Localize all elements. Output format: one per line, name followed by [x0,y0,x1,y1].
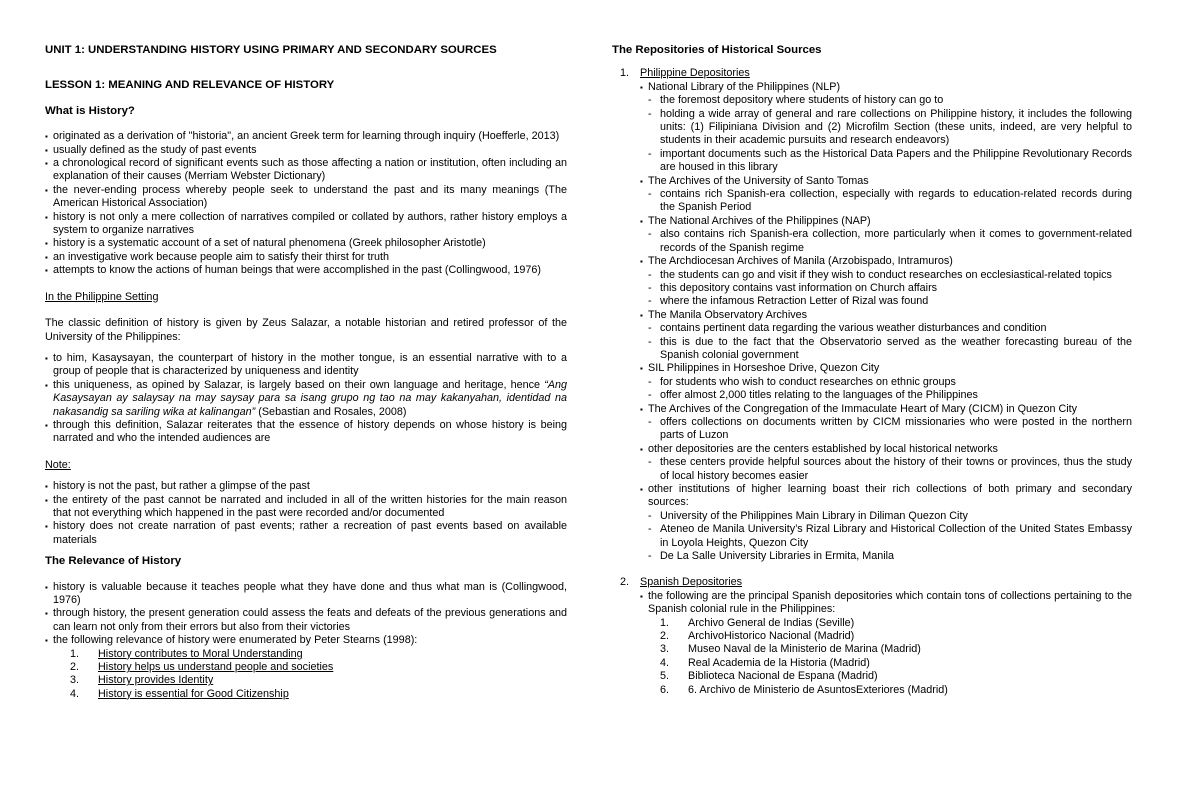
item-text: SIL Philippines in Horseshoe Drive, Quezon City [648,362,880,375]
item-text: History helps us understand people and societies [98,661,334,674]
unit-title: UNIT 1: UNDERSTANDING HISTORY USING PRIMARY AND SECONDARY SOURCES [45,44,497,56]
sub-list [648,416,1132,443]
sub-item: - De La Salle University Libraries in Ermita, Manila [648,550,1132,563]
sp-items [660,617,1132,697]
list-item [660,617,1132,630]
stearns-list [70,648,567,702]
item-number: 5. [660,670,670,683]
list-item [660,670,1132,683]
note-heading: Note: [45,458,71,471]
sub-item: - also contains rich Spanish-era collection, more particularly when it comes to government-related records of the Spanish regime [648,228,1132,255]
sub-item: - the foremost depository where students of history can go to [648,94,1132,107]
item-number: 6. [660,683,670,696]
list-item: ▪ the never-ending process whereby people seek to understand the past and its many meanings (The American Historical Association) [45,184,567,211]
ph-intro: The classic definition of history is given by Zeus Salazar, a notable historian and retired professor of the University of the Philippines: [45,317,567,343]
repositories-list [612,67,1132,697]
list-item: ▪ the entirety of the past cannot be narrated and included in all of the written histories for the main reason that not everything which happened in the past were recorded and/or documented [45,494,567,521]
sub-item: - University of the Philippines Main Library in Diliman Quezon City [648,510,1132,523]
item-text: ArchivoHistorico Nacional (Madrid) [688,630,855,643]
list-item [70,688,567,701]
list-item: ▪ to him, Kasaysayan, the counterpart of history in the mother tongue, is an essential narrative with to a group of people that is characterized by uniqueness and identity [45,352,567,379]
item-text: The Archives of the University of Santo Tomas [648,174,869,187]
sub-list [648,322,1132,362]
item-text: History contributes to Moral Understanding [98,647,303,660]
list-item [640,309,1132,363]
list-item [640,590,1132,697]
list-item: ▪ originated as a derivation of "historia", an ancient Greek term for learning through inquiry (Hoefferle, 2013) [45,130,567,143]
item-number: 1. [620,67,630,80]
list-item [660,657,1132,670]
list-item [70,648,567,661]
sub-item: - offers collections on documents written by CICM missionaries who were posted in the northern parts of Luzon [648,416,1132,443]
list-item: ▪ an investigative work because people aim to satisfy their thirst for truth [45,251,567,264]
item-text: other depositories are the centers established by local historical networks [648,442,998,455]
item-number: 2. [620,576,630,589]
item-text: Archivo General de Indias (Seville) [688,616,855,629]
repositories-heading: The Repositories of Historical Sources [612,44,822,56]
sub-item: - contains pertinent data regarding the various weather disturbances and condition [648,322,1132,335]
list-item [45,379,567,419]
list-item [660,643,1132,656]
sp-depositories-list [640,590,1132,697]
sp-intro: the following are the principal Spanish depositories which contain tons of collections pertaining to the Spanish colonial rule in the Philippines: [648,589,1132,616]
item-number: 3. [70,674,80,687]
sub-item: - holding a wide array of general and rare collections on Philippine history, it includes the following units: (1) Filipiniana Division and (2) Microfilm Section (these units, indeed, are very helpful to students in their academic pursuits and research endeavors) [648,108,1132,148]
what-list [45,130,567,277]
item-text: Museo Naval de la Ministerio de Marina (Madrid) [688,643,921,656]
sub-list [648,228,1132,255]
list-item: ▪ history is valuable because it teaches people what they have done and thus what man is (Collingwood, 1976) [45,581,567,608]
item-text: 6. Archivo de Ministerio de AsuntosExteriores (Madrid) [688,683,948,696]
relevance-heading: The Relevance of History [45,555,182,568]
sub-item: - these centers provide helpful sources about the history of their towns or provinces, thus the study of local history becomes easier [648,456,1132,483]
list-item: ▪ a chronological record of significant events such as those affecting a nation or institution, often including an explanation of their causes (Merriam Webster Dictionary) [45,157,567,184]
list-item [70,661,567,674]
item-text: Biblioteca Nacional de Espana (Madrid) [688,670,878,683]
sub-list [648,188,1132,215]
list-item [640,362,1132,402]
text: (Sebastian and Rosales, 2008) [255,405,407,418]
item-text: The National Archives of the Philippines (NAP) [648,214,871,227]
item-text: other institutions of higher learning boast their rich collections of both primary and secondary sources: [648,483,1132,509]
item-text: History provides Identity [98,674,214,687]
sub-item: - the students can go and visit if they wish to conduct researches on ecclesiastical-related topics [648,269,1132,282]
list-item [640,443,1132,483]
list-item [612,67,1132,576]
item-number: 1. [70,647,80,660]
list-item [640,403,1132,443]
sub-item: - where the infamous Retraction Letter of Rizal was found [648,295,1132,308]
item-number: 2. [660,630,670,643]
sub-list [648,456,1132,483]
list-item [660,684,1132,697]
item-number: 4. [70,687,80,700]
sub-list [648,94,1132,174]
sub-list [648,510,1132,564]
left-column [45,44,567,701]
sub-list [648,376,1132,403]
ph-depositories-title: Philippine Depositories [640,67,750,80]
salazar-quote: “Ang Kasaysayan ay salaysay na may saysay para sa isang grupo ng tao na may kakanyahan, identidad na nakasandig sa sariling wika at kalinangan” [53,378,567,418]
ph-setting-heading: In the Philippine Setting [45,290,159,303]
sub-item: - this depository contains vast information on Church affairs [648,282,1132,295]
text: this uniqueness, as opined by Salazar, is largely based on their own language and heritage, hence [53,378,545,391]
sub-item: - contains rich Spanish-era collection, especially with regards to education-related records during the Spanish Period [648,188,1132,215]
list-item: ▪ history is not the past, but rather a glimpse of the past [45,480,567,493]
sub-item: - this is due to the fact that the Observatorio served as the weather forecasting bureau of the Spanish colonial government [648,336,1132,363]
sub-item: - offer almost 2,000 titles relating to the languages of the Philippines [648,389,1132,402]
note-list [45,480,567,547]
list-item: ▪ the following relevance of history were enumerated by Peter Stearns (1998): [45,634,567,647]
list-item: ▪ through this definition, Salazar reiterates that the essence of history depends on whose history is being narrated and who the intended audiences are [45,419,567,446]
sub-item: - for students who wish to conduct researches on ethnic groups [648,376,1132,389]
list-item [640,175,1132,215]
item-text: National Library of the Philippines (NLP) [648,80,841,93]
list-item [660,630,1132,643]
list-item [70,674,567,687]
item-text: The Manila Observatory Archives [648,308,808,321]
item-number: 2. [70,661,80,674]
list-item: ▪ history is a systematic account of a set of natural phenomena (Greek philosopher Aristotle) [45,237,567,250]
sub-item: - Ateneo de Manila University’s Rizal Library and Historical Collection of the United States Embassy in Loyola Heights, Quezon City [648,523,1132,550]
ph-list [45,352,567,446]
list-item [612,576,1132,697]
list-item: ▪ history is not only a mere collection of narratives compiled or collated by authors, rather history employs a system to organize narratives [45,211,567,238]
list-item [640,215,1132,255]
item-number: 1. [660,616,670,629]
sub-list [648,269,1132,309]
ph-depositories-list [640,81,1132,564]
sub-item: - important documents such as the Historical Data Papers and the Philippine Revolutionary Records are housed in this library [648,148,1132,175]
list-item [640,483,1132,563]
list-item: ▪ history does not create narration of past events; rather a recreation of past events based on available materials [45,520,567,547]
list-item: ▪ through history, the present generation could assess the feats and defeats of the previous generations and can learn not only from their errors but also from their victories [45,607,567,634]
list-item [640,81,1132,175]
item-text: The Archdiocesan Archives of Manila (Arzobispado, Intramuros) [648,255,953,268]
list-item: ▪ attempts to know the actions of human beings that were accomplished in the past (Collingwood, 1976) [45,264,567,277]
lesson-title: LESSON 1: MEANING AND RELEVANCE OF HISTORY [45,79,335,92]
item-number: 3. [660,643,670,656]
item-text: Real Academia de la Historia (Madrid) [688,656,870,669]
item-text: History is essential for Good Citizenship [98,687,289,700]
list-item [640,255,1132,309]
relevance-list [45,581,567,648]
what-heading: What is History? [45,104,135,117]
list-item: ▪ usually defined as the study of past events [45,144,567,157]
item-number: 4. [660,656,670,669]
right-column [612,44,1132,697]
sp-depositories-title: Spanish Depositories [640,576,743,589]
item-text: The Archives of the Congregation of the Immaculate Heart of Mary (CICM) in Quezon City [648,402,1078,415]
